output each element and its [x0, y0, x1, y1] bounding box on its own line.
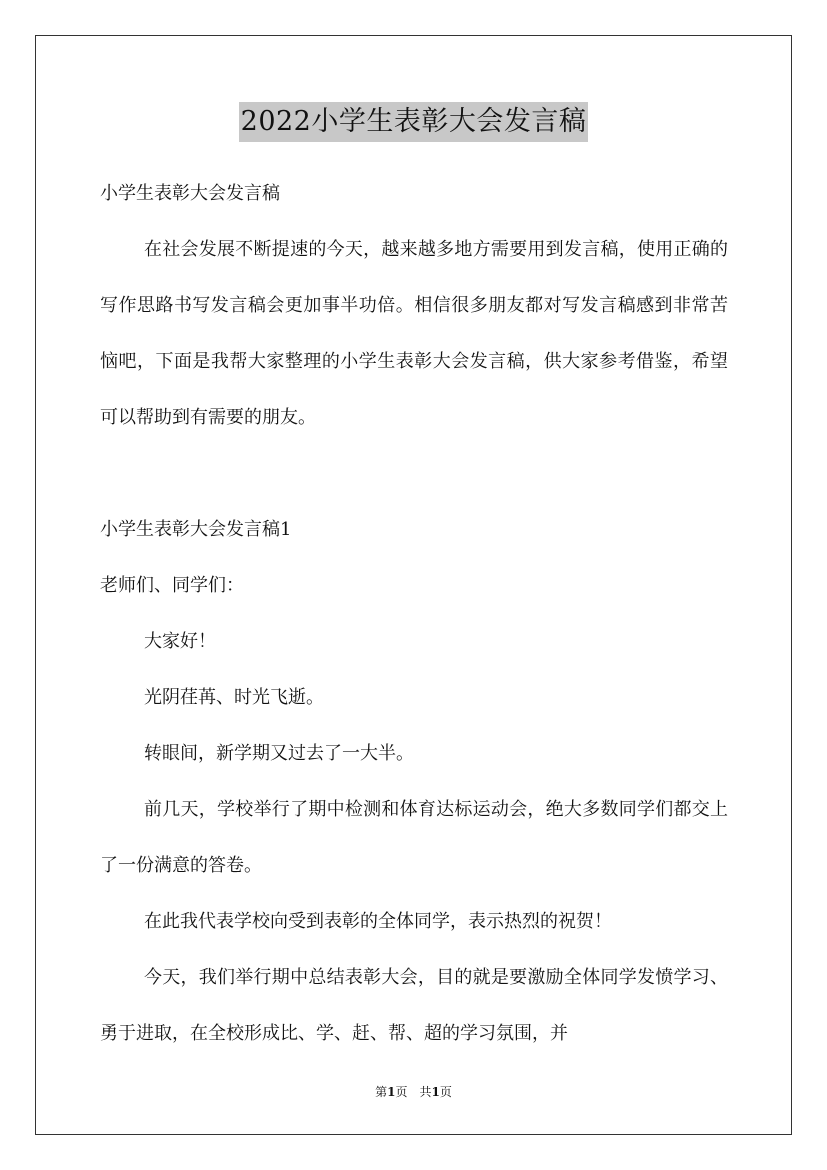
page-total: 1: [431, 1085, 440, 1099]
page-current: 1: [387, 1085, 396, 1099]
page-footer: [0, 1083, 827, 1101]
subtitle: 小学生表彰大会发言稿: [100, 183, 280, 204]
salutation: 老师们、同学们：: [100, 575, 244, 596]
page-label-suffix: 页: [439, 1085, 452, 1099]
section-heading: 小学生表彰大会发言稿1: [100, 519, 292, 540]
body-paragraph: 光阴荏苒、时光飞逝。: [144, 687, 324, 708]
title-container: [0, 102, 827, 142]
section-spacer: [100, 446, 728, 502]
body-paragraph: 大家好！: [144, 631, 216, 652]
body-paragraph: 前几天，学校举行了期中检测和体育达标运动会，绝大多数同学们都交上了一份满意的答卷。: [100, 799, 728, 876]
intro-paragraph: 在社会发展不断提速的今天，越来越多地方需要用到发言稿，使用正确的写作思路书写发言稿会更加事半功倍。相信很多朋友都对写发言稿感到非常苦恼吧，下面是我帮大家整理的小学生表彰大会发言稿，供大家参考借鉴，希望可以帮助到有需要的朋友。: [100, 239, 728, 428]
page-label-mid: 页 共: [395, 1085, 432, 1099]
body-paragraph: 在此我代表学校向受到表彰的全体同学，表示热烈的祝贺！: [144, 911, 612, 932]
document-title: 2022小学生表彰大会发言稿: [239, 102, 589, 142]
page-label-prefix: 第: [375, 1085, 388, 1099]
document-body: [100, 166, 728, 1062]
body-paragraph: 今天，我们举行期中总结表彰大会，目的就是要激励全体同学发愤学习、勇于进取，在全校形成比、学、赶、帮、超的学习氛围，并: [100, 967, 728, 1044]
body-paragraph: 转眼间，新学期又过去了一大半。: [144, 743, 414, 764]
